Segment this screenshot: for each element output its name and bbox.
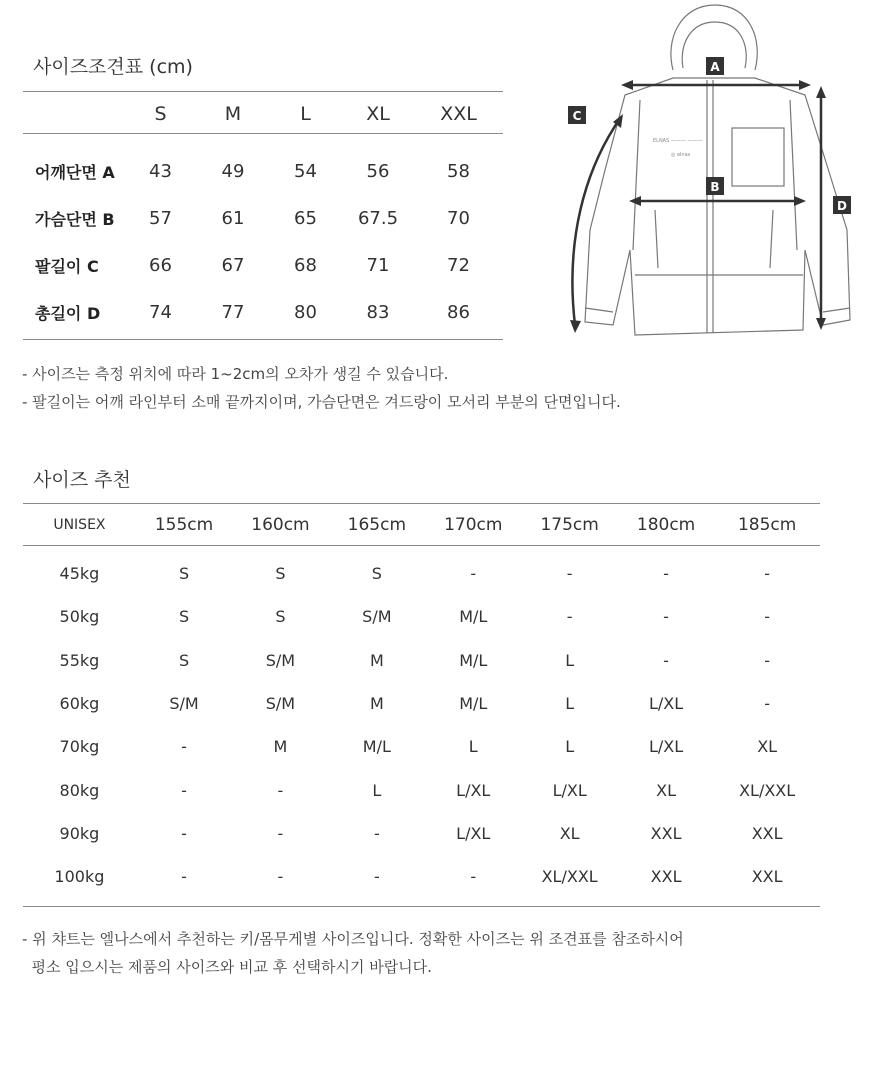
svg-text:◎ elnas: ◎ elnas bbox=[671, 152, 691, 158]
weight-label: 70kg bbox=[59, 737, 100, 757]
table-cell: L/XL bbox=[648, 737, 684, 757]
table-cell: 70 bbox=[447, 208, 470, 229]
table-cell: XXL bbox=[650, 867, 682, 887]
table-cell: M/L bbox=[459, 650, 488, 670]
table-cell: S/M bbox=[265, 650, 296, 670]
table-cell: - bbox=[181, 823, 187, 843]
table-cell: M bbox=[369, 650, 384, 670]
table-cell: 86 bbox=[447, 302, 470, 323]
size-col-header: L bbox=[300, 103, 311, 125]
table-cell: - bbox=[277, 867, 284, 887]
row-label: 팔길이 C bbox=[35, 257, 99, 276]
table-cell: XXL bbox=[751, 823, 783, 843]
weight-label: 90kg bbox=[59, 823, 100, 843]
recommend-table bbox=[23, 504, 820, 898]
table-row bbox=[23, 242, 503, 289]
table-row bbox=[23, 639, 820, 682]
table-row bbox=[23, 195, 503, 242]
recommend-title: 사이즈 추천 bbox=[33, 469, 131, 491]
size-chart-title: 사이즈조견표 (cm) bbox=[33, 56, 193, 78]
table-cell: M bbox=[273, 737, 288, 757]
table-row bbox=[23, 552, 820, 595]
diagram-label-c: C bbox=[572, 109, 582, 123]
table-cell: - bbox=[663, 650, 669, 670]
table-cell: L bbox=[565, 737, 575, 757]
table-cell: S bbox=[178, 607, 190, 627]
table-cell: 65 bbox=[294, 208, 317, 229]
table-cell: 58 bbox=[447, 161, 470, 182]
table-cell: - bbox=[764, 607, 771, 627]
unisex-header: UNISEX bbox=[53, 517, 106, 533]
size-col-header: M bbox=[224, 103, 242, 125]
size-chart-header-row bbox=[23, 92, 503, 136]
size-chart-table bbox=[23, 92, 503, 336]
table-cell: 68 bbox=[294, 255, 317, 276]
table-row bbox=[23, 148, 503, 195]
table-cell: - bbox=[663, 564, 669, 584]
weight-label: 60kg bbox=[59, 694, 100, 714]
table-cell: XL/XXL bbox=[739, 780, 796, 800]
table-cell: L bbox=[565, 650, 575, 670]
table-cell: - bbox=[566, 564, 573, 584]
table-cell: L/XL bbox=[456, 823, 491, 843]
table-row bbox=[23, 768, 820, 811]
table-cell: L/XL bbox=[648, 694, 684, 714]
table-cell: 77 bbox=[221, 302, 245, 323]
table-row bbox=[23, 289, 503, 336]
table-cell: 49 bbox=[221, 161, 245, 182]
table-cell: S bbox=[275, 564, 286, 584]
table-row bbox=[23, 682, 820, 725]
table-cell: 74 bbox=[149, 302, 172, 323]
table-cell: 80 bbox=[294, 302, 317, 323]
table-cell: - bbox=[277, 823, 284, 843]
table-cell: 43 bbox=[149, 161, 172, 182]
table-cell: XXL bbox=[650, 823, 682, 843]
table-cell: M/L bbox=[362, 737, 391, 757]
table-cell: 54 bbox=[294, 161, 317, 182]
height-col-header: 155cm bbox=[154, 515, 214, 535]
table-cell: 72 bbox=[447, 255, 470, 276]
table-cell: - bbox=[470, 867, 477, 887]
height-col-header: 170cm bbox=[444, 515, 503, 535]
table-cell: 66 bbox=[149, 255, 172, 276]
diagram-label-a: A bbox=[710, 60, 720, 74]
table-cell: - bbox=[566, 607, 573, 627]
table-cell: L bbox=[468, 737, 478, 757]
height-col-header: 165cm bbox=[347, 515, 407, 535]
table-row bbox=[23, 812, 820, 855]
size-col-header: S bbox=[154, 103, 167, 125]
table-cell: XL/XXL bbox=[541, 867, 598, 887]
table-cell: M bbox=[369, 694, 384, 714]
table-cell: M/L bbox=[459, 694, 488, 714]
table-row bbox=[23, 725, 820, 768]
height-col-header: 180cm bbox=[636, 515, 696, 535]
table-cell: - bbox=[470, 564, 477, 584]
recommend-header-row bbox=[23, 504, 820, 546]
table-cell: 57 bbox=[149, 208, 172, 229]
table-cell: S bbox=[178, 650, 190, 670]
size-chart-note: - 팔길이는 어깨 라인부터 소매 끝까지이며, 가슴단면은 겨드랑이 모서리 부분의 단면입니다. bbox=[22, 393, 621, 411]
size-chart-bottom-rule bbox=[23, 339, 503, 340]
table-cell: S bbox=[178, 564, 190, 584]
table-cell: S/M bbox=[169, 694, 199, 714]
row-label: 가슴단면 B bbox=[35, 210, 115, 229]
table-cell: - bbox=[764, 564, 771, 584]
size-col-header: XL bbox=[366, 103, 390, 125]
recommend-note: - 위 챠트는 엘나스에서 추천하는 키/몸무게별 사이즈입니다. 정확한 사이즈는 위 조견표를 참조하시어 bbox=[22, 930, 684, 948]
table-cell: 56 bbox=[366, 161, 390, 182]
table-cell: - bbox=[181, 780, 187, 800]
height-col-header: 185cm bbox=[737, 515, 797, 535]
table-cell: S/M bbox=[265, 694, 296, 714]
row-label: 어깨단면 A bbox=[35, 163, 115, 182]
table-cell: - bbox=[373, 823, 380, 843]
weight-label: 50kg bbox=[59, 607, 100, 627]
size-chart-corner bbox=[23, 92, 124, 136]
table-cell: 83 bbox=[366, 302, 390, 323]
table-cell: 67.5 bbox=[357, 208, 399, 229]
table-cell: XL bbox=[757, 737, 778, 757]
table-cell: - bbox=[181, 737, 187, 757]
table-cell: M/L bbox=[459, 607, 488, 627]
recommend-note: 평소 입으시는 제품의 사이즈와 비교 후 선택하시기 바랍니다. bbox=[22, 958, 432, 976]
weight-label: 100kg bbox=[54, 867, 105, 887]
table-cell: - bbox=[663, 607, 669, 627]
size-chart-note: - 사이즈는 측정 위치에 따라 1~2cm의 오차가 생길 수 있습니다. bbox=[22, 365, 449, 383]
table-cell: S bbox=[275, 607, 286, 627]
diagram-label-d: D bbox=[837, 199, 847, 213]
table-cell: 61 bbox=[221, 208, 245, 229]
table-cell: - bbox=[764, 694, 771, 714]
table-cell: L/XL bbox=[456, 780, 491, 800]
row-label: 총길이 D bbox=[35, 304, 101, 323]
table-cell: - bbox=[764, 650, 771, 670]
table-cell: 71 bbox=[366, 255, 390, 276]
jacket-diagram bbox=[555, 0, 865, 350]
table-cell: - bbox=[277, 780, 284, 800]
svg-text:ELNAS ——— ———: ELNAS ——— ——— bbox=[653, 138, 703, 144]
height-col-header: 160cm bbox=[251, 515, 310, 535]
height-col-header: 175cm bbox=[540, 515, 599, 535]
recommend-bottom-rule bbox=[23, 906, 820, 907]
table-cell: - bbox=[181, 867, 187, 887]
table-cell: S/M bbox=[362, 607, 392, 627]
table-cell: - bbox=[373, 867, 380, 887]
table-row bbox=[23, 595, 820, 638]
table-cell: XXL bbox=[751, 867, 783, 887]
table-cell: XL bbox=[656, 780, 676, 800]
table-cell: 67 bbox=[221, 255, 245, 276]
weight-label: 55kg bbox=[59, 650, 100, 670]
table-row bbox=[23, 855, 820, 898]
weight-label: 45kg bbox=[59, 564, 100, 584]
size-col-header: XXL bbox=[440, 103, 477, 125]
table-cell: S bbox=[371, 564, 382, 584]
weight-label: 80kg bbox=[59, 780, 100, 800]
diagram-label-b: B bbox=[710, 180, 720, 194]
table-cell: L/XL bbox=[552, 780, 587, 800]
table-cell: L bbox=[565, 694, 575, 714]
table-cell: L bbox=[372, 780, 382, 800]
table-cell: XL bbox=[559, 823, 580, 843]
